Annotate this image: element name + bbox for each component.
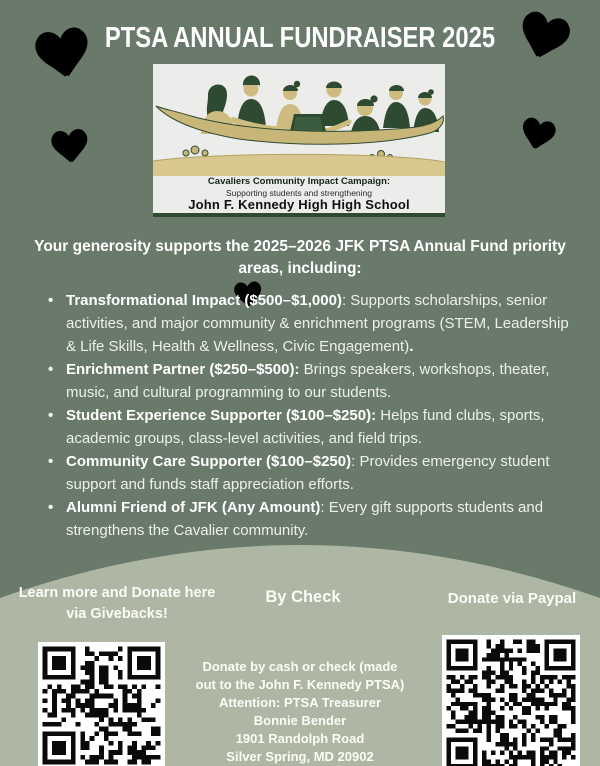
priority-item-body: Helps fund clubs, sports, academic groups, class-level activities, and field trips. <box>66 407 545 447</box>
paypal-qr-code <box>442 635 580 766</box>
heart-doodle-icon <box>513 109 563 159</box>
heart-doodle-icon <box>42 118 98 174</box>
givebacks-qr-code <box>38 642 165 766</box>
intro-heading: Your generosity supports the 2025–2026 JFK PTSA Annual Fund priority areas, including: <box>34 238 566 277</box>
check-instruction-line: Donate by cash or check (made <box>202 659 398 674</box>
givebacks-heading: Learn more and Donate here via Givebacks! <box>18 585 216 622</box>
campaign-illustration-card <box>153 64 445 217</box>
check-instruction-line: 1901 Randolph Road <box>235 731 365 746</box>
priority-item-body: : Provides emergency student support and funds staff appreciation efforts. <box>66 453 550 493</box>
priority-item <box>48 450 578 496</box>
priority-item-lead: Enrichment Partner ($250–$500): <box>66 361 300 378</box>
check-instruction-line: Silver Spring, MD 20902 <box>226 749 374 764</box>
priority-item-body: : Every gift supports students and strengthens the Cavalier community. <box>66 499 544 539</box>
priority-item-body: Brings speakers, workshops, theater, music, and cultural programming to our students. <box>66 361 550 401</box>
priority-item <box>48 358 578 404</box>
priority-list <box>48 289 578 542</box>
priority-item-tail: . <box>409 338 414 355</box>
students-collaborating-illustration <box>153 64 445 176</box>
priority-item-lead: Alumni Friend of JFK (Any Amount) <box>66 499 321 516</box>
priority-item <box>48 496 578 542</box>
priority-item-lead: Community Care Supporter ($100–$250) <box>66 453 352 470</box>
priority-item <box>48 289 578 358</box>
check-instructions <box>168 658 432 766</box>
check-heading: By Check <box>265 588 341 606</box>
priority-item-body: : Supports scholarships, senior activities, and major community & enrichment programs (STEM, Leadership & Life Skills, Health & Wellness, Civic Engagement) <box>66 292 569 355</box>
campaign-school-name: John F. Kennedy High High School <box>188 197 410 212</box>
priority-item-lead: Student Experience Supporter ($100–$250): <box>66 407 377 424</box>
priority-item-lead: Transformational Impact ($500–$1,000) <box>66 292 342 309</box>
paypal-heading: Donate via Paypal <box>447 590 577 607</box>
check-instruction-line: out to the John F. Kennedy PTSA) <box>195 677 405 692</box>
priority-item <box>48 404 578 450</box>
check-instruction-line: Bonnie Bender <box>253 713 347 728</box>
campaign-caption-subtitle: Supporting students and strengthening <box>225 188 373 198</box>
campaign-caption-title: Cavaliers Community Impact Campaign: <box>207 176 391 187</box>
page-title: PTSA ANNUAL FUNDRAISER 2025 <box>104 22 496 54</box>
check-instruction-line: Attention: PTSA Treasurer <box>218 695 382 710</box>
